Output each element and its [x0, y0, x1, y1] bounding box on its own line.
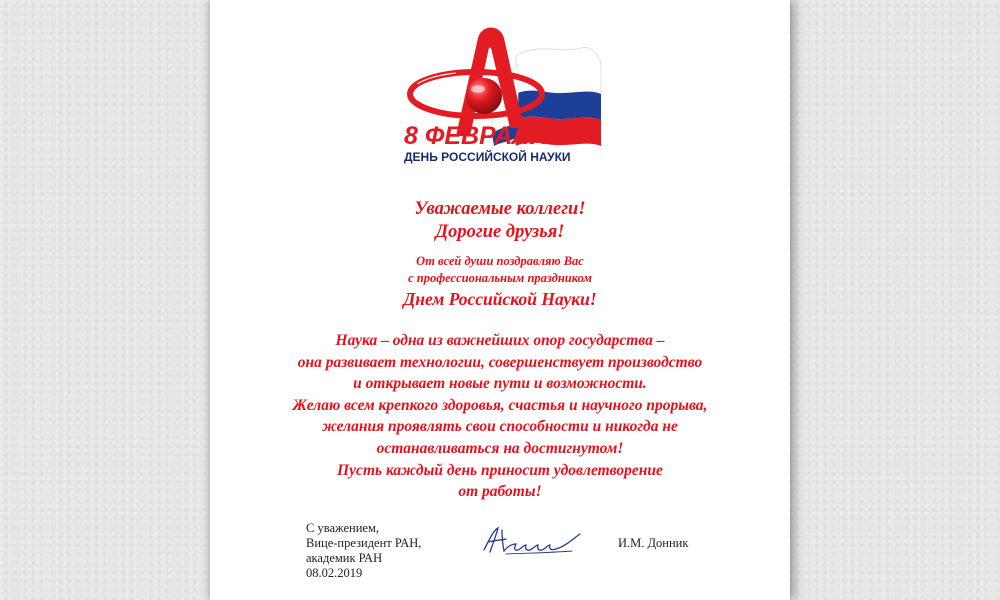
body-line: Желаю всем крепкого здоровья, счастья и научного прорыва, [292, 396, 708, 414]
body-line: Пусть каждый день приносит удовлетворение [337, 461, 663, 479]
signatory-name: И.М. Донник [618, 536, 689, 550]
greeting-line: Уважаемые коллеги! [414, 199, 586, 219]
signature-date: 08.02.2019 [306, 566, 363, 580]
science-day-logo [396, 16, 606, 166]
greeting [210, 198, 790, 244]
body-line: и открывает новые пути и возможности. [353, 375, 647, 393]
greeting-line: Дорогие друзья! [435, 222, 565, 242]
body-line: желания проявлять свои способности и никогда не [322, 418, 678, 436]
logo-date-title: 8 ФЕВРАЛЯ [404, 122, 548, 150]
signature-line: Вице-президент РАН, [306, 536, 422, 550]
signature-block [306, 521, 421, 581]
body-line: она развивает технологии, совершенствует производство [297, 353, 703, 371]
signature-line: академик РАН [306, 551, 383, 565]
letter-body [210, 330, 790, 503]
holiday-title: Днем Российской Науки! [403, 289, 597, 309]
congrats-line: От всей души поздравляю Вас [416, 254, 584, 268]
body-line: останавливаться на достигнутом! [376, 439, 624, 457]
body-line: Наука – одна из важнейших опор государства – [335, 332, 665, 349]
logo-subtitle: ДЕНЬ РОССИЙСКОЙ НАУКИ [404, 150, 571, 164]
body-line: от работы! [458, 483, 542, 501]
signature-line: С уважением, [306, 521, 379, 535]
handwritten-signature-icon [476, 520, 586, 560]
congrats-line: с профессиональным праздником [408, 271, 592, 285]
letter-sheet [210, 0, 790, 600]
congrats-text [210, 253, 790, 287]
